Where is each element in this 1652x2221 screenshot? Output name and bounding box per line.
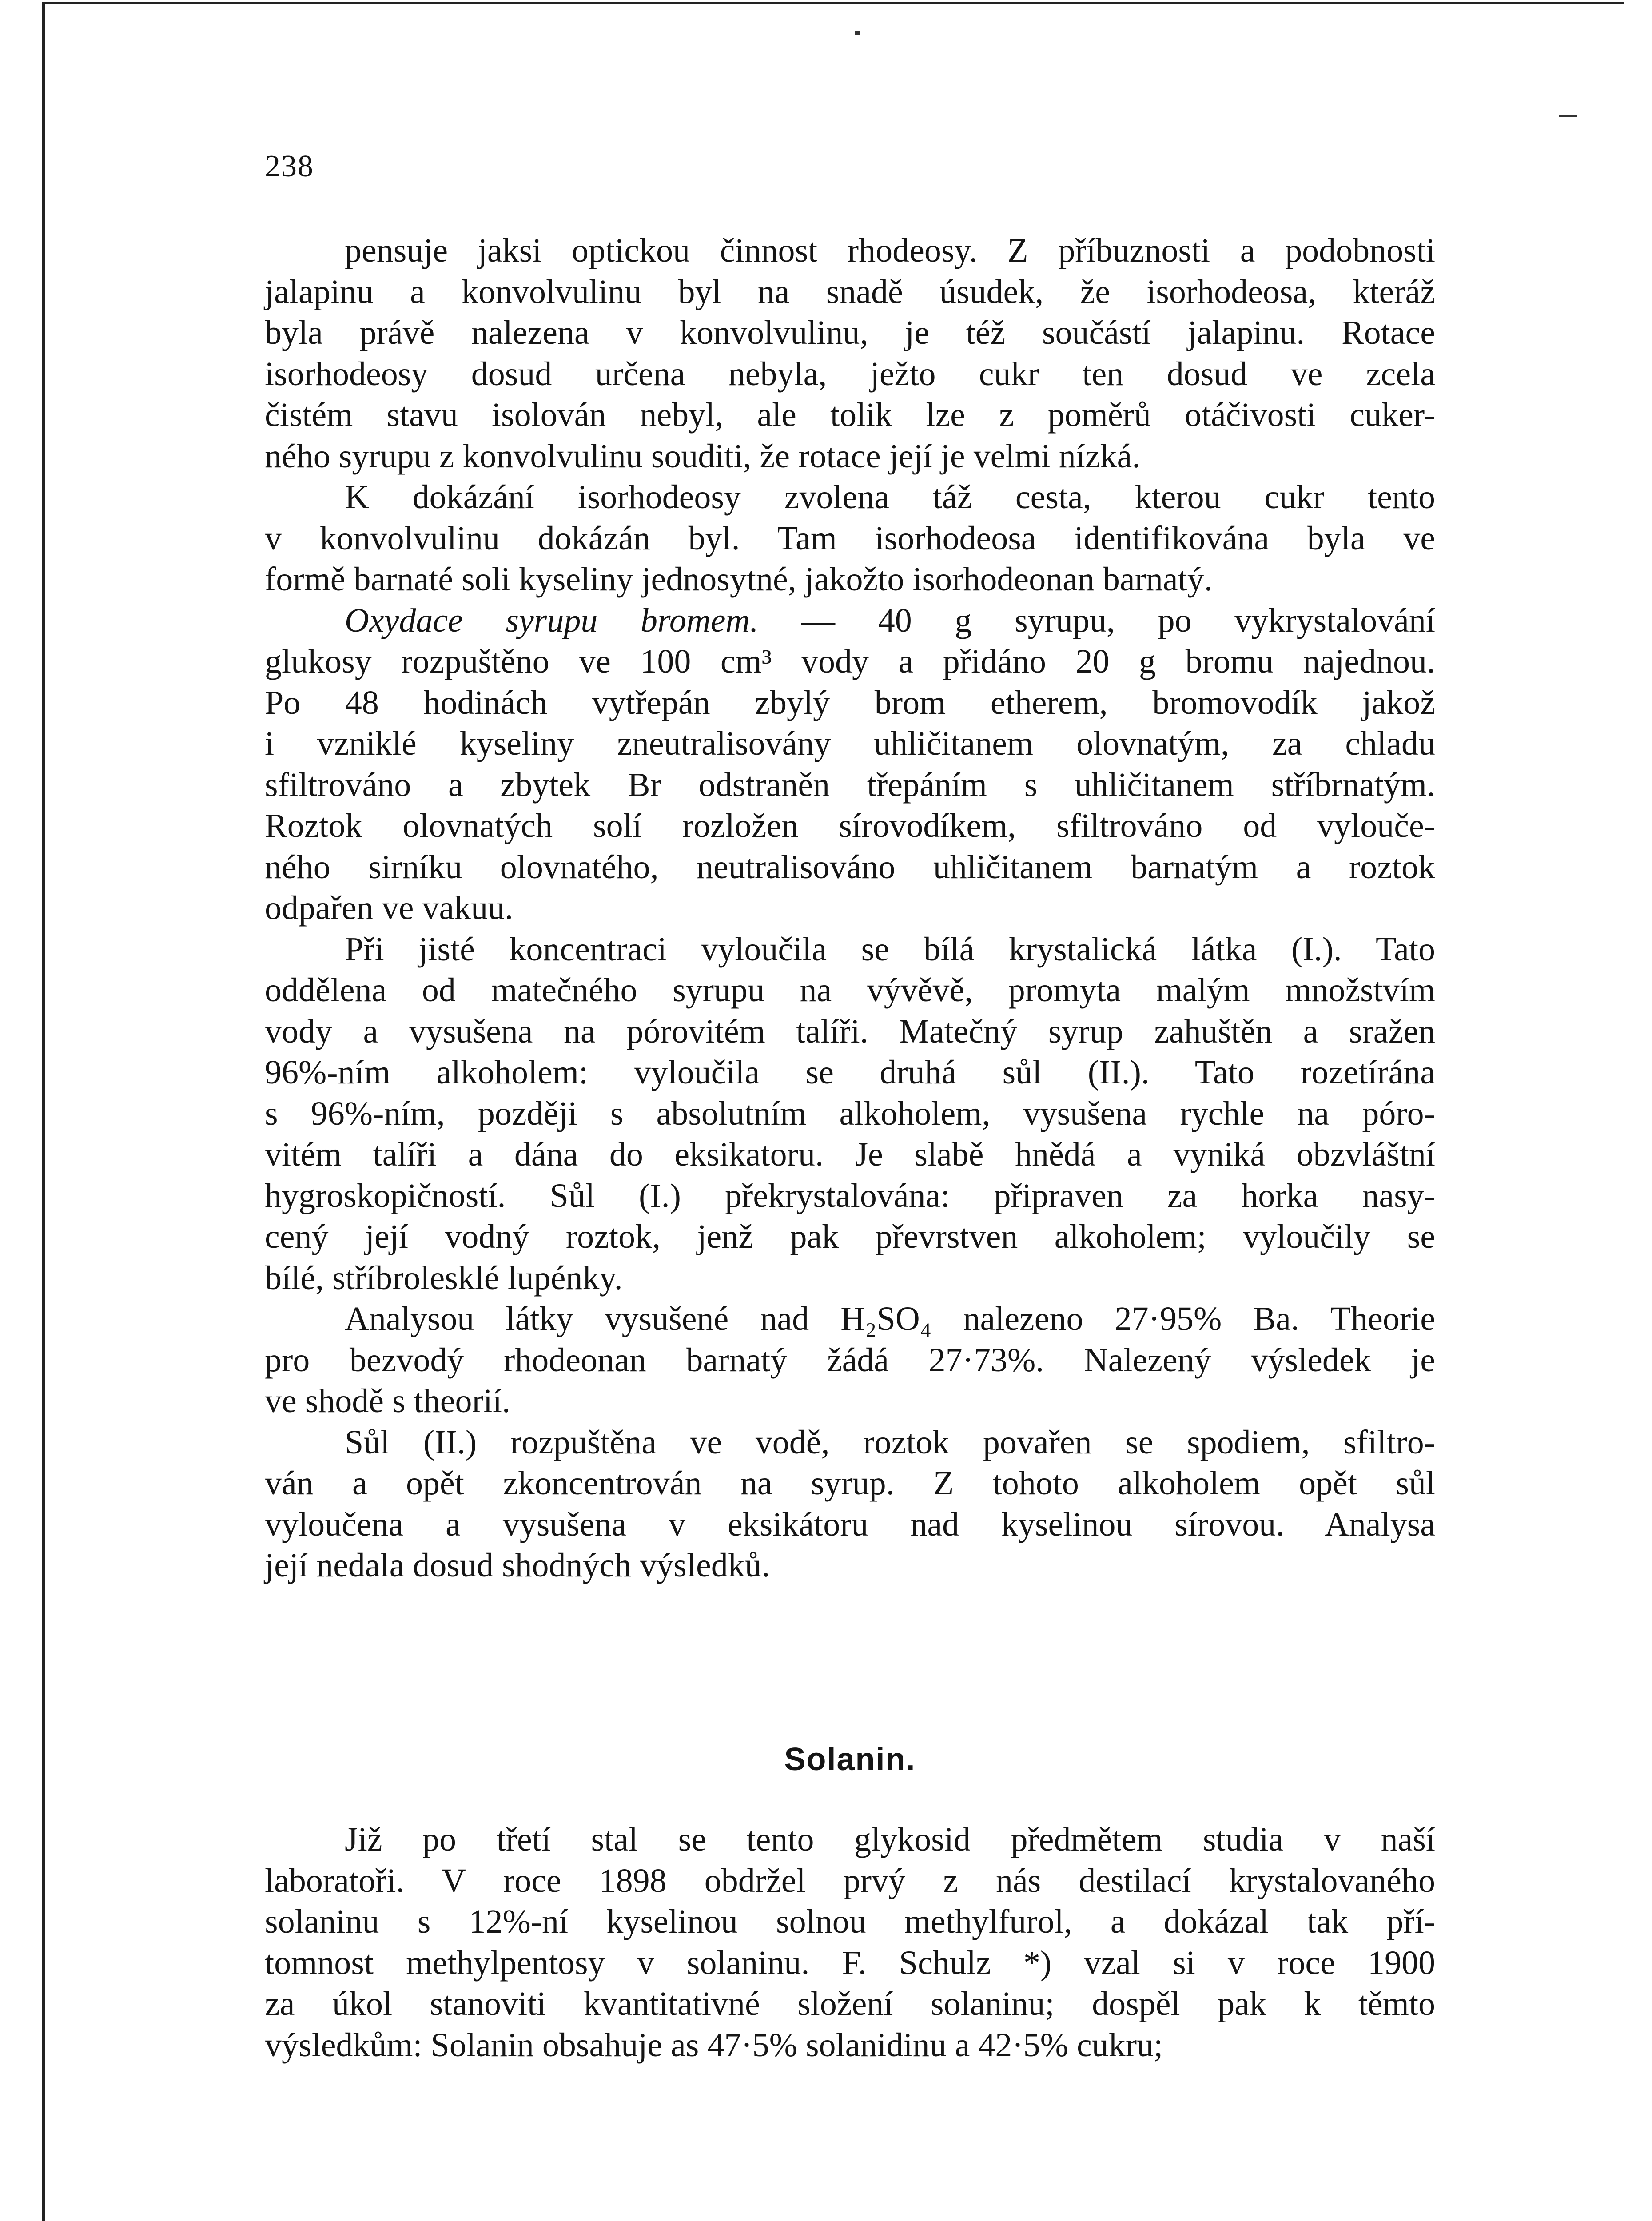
text-line: odpařen ve vakuu. — [265, 889, 514, 927]
text-line: v konvolvulinu dokázán byl. Tam isorhodeosa identifikována byla ve — [265, 519, 1435, 557]
text-line: ného syrupu z konvolvulinu souditi, že rotace její je velmi nízká. — [265, 437, 1141, 475]
scan-speck — [1559, 115, 1577, 117]
text-line: jalapinu a konvolvulinu byl na snadě úsudek, že isorhodeosa, kteráž — [265, 273, 1435, 310]
italic-lead: Oxydace syrupu bromem. — [345, 601, 759, 639]
text-line: ve shodě s theorií. — [265, 1382, 511, 1420]
text-line: čistém stavu isolován nebyl, ale tolik lze z poměrů otáčivosti cuker- — [265, 396, 1435, 434]
text-line: sfiltrováno a zbytek Br odstraněn třepáním s uhličitanem stříbrnatým. — [265, 766, 1435, 804]
text-line: výsledkům: Solanin obsahuje as 47·5% solanidinu a 42·5% cukru; — [265, 2026, 1163, 2064]
body-text-before-heading — [265, 230, 1435, 1586]
text-line: laboratoři. V roce 1898 obdržel prvý z nás destilací krystalovaného — [265, 1862, 1435, 1899]
text-line: isorhodeosy dosud určena nebyla, ježto cukr ten dosud ve zcela — [265, 355, 1435, 393]
text-line: její nedala dosud shodných výsledků. — [265, 1547, 770, 1584]
text-line: byla právě nalezena v konvolvulinu, je též součástí jalapinu. Rotace — [265, 314, 1435, 351]
text-line: cený její vodný roztok, jenž pak převrstven alkoholem; vyloučily se — [265, 1218, 1435, 1255]
text-line: Sůl (II.) rozpuštěna ve vodě, roztok povařen se spodiem, sfiltro- — [345, 1423, 1435, 1461]
text-line: vody a vysušena na pórovitém talíři. Matečný syrup zahuštěn a sražen — [265, 1012, 1435, 1050]
text-line: Při jisté koncentraci vyloučila se bílá krystalická látka (I.). Tato — [345, 930, 1435, 968]
scan-speck — [855, 31, 860, 35]
scan-frame-top — [42, 2, 1624, 4]
text-line: hygroskopičností. Sůl (I.) překrystalována: připraven za horka nasy- — [265, 1177, 1435, 1214]
text-line: ného sirníku olovnatého, neutralisováno uhličitanem barnatým a roztok — [265, 848, 1435, 886]
text-line-rest: — 40 g syrupu, po vykrystalování — [758, 601, 1435, 639]
body-text-after-heading — [265, 1819, 1435, 2066]
section-heading: Solanin. — [784, 1742, 916, 1777]
text-line: s 96%-ním, později s absolutním alkoholem, vysušena rychle na póro- — [265, 1095, 1435, 1132]
text-line: vitém talíři a dána do eksikatoru. Je slabě hnědá a vyniká obzvláštní — [265, 1136, 1435, 1173]
page-number: 238 — [265, 149, 314, 183]
text-line: tomnost methylpentosy v solaninu. F. Schulz *) vzal si v roce 1900 — [265, 1944, 1435, 1982]
text-line: Roztok olovnatých solí rozložen sírovodíkem, sfiltrováno od vylouče- — [265, 807, 1435, 844]
text-line: 96%-ním alkoholem: vyloučila se druhá sůl (II.). Tato rozetírána — [265, 1054, 1435, 1091]
text-line: Analysou látky vysušené nad H₂SO₄ nalezeno 27·95% Ba. Theorie — [345, 1300, 1435, 1337]
text-line: formě barnaté soli kyseliny jednosytné, jakožto isorhodeonan barnatý. — [265, 561, 1213, 598]
text-line: Již po třetí stal se tento glykosid předmětem studia v naší — [345, 1821, 1435, 1858]
text-line: solaninu s 12%-ní kyselinou solnou methylfurol, a dokázal tak pří- — [265, 1903, 1435, 1940]
text-line: glukosy rozpuštěno ve 100 cm³ vody a přidáno 20 g bromu najednou. — [265, 643, 1435, 680]
text-line: bílé, stříbrolesklé lupénky. — [265, 1259, 623, 1297]
text-line: K dokázání isorhodeosy zvolena táž cesta, kterou cukr tento — [345, 478, 1435, 516]
text-line: za úkol stanoviti kvantitativné složení solaninu; dospěl pak k těmto — [265, 1985, 1435, 2022]
text-line: i vzniklé kyseliny zneutralisovány uhličitanem olovnatým, za chladu — [265, 725, 1435, 762]
text-line — [265, 600, 1435, 641]
text-line: pensuje jaksi optickou činnost rhodeosy. Z příbuznosti a podobnosti — [345, 232, 1435, 269]
text-line: vyloučena a vysušena v eksikátoru nad kyselinou sírovou. Analysa — [265, 1505, 1435, 1543]
text-line: pro bezvodý rhodeonan barnatý žádá 27·73%. Nalezený výsledek je — [265, 1341, 1435, 1379]
text-line: ván a opět zkoncentrován na syrup. Z tohoto alkoholem opět sůl — [265, 1465, 1435, 1502]
text-line: oddělena od matečného syrupu na vývěvě, promyta malým množstvím — [265, 971, 1435, 1009]
text-line: Po 48 hodinách vytřepán zbylý brom etherem, bromovodík jakož — [265, 684, 1435, 721]
scan-frame-left — [42, 2, 45, 2221]
